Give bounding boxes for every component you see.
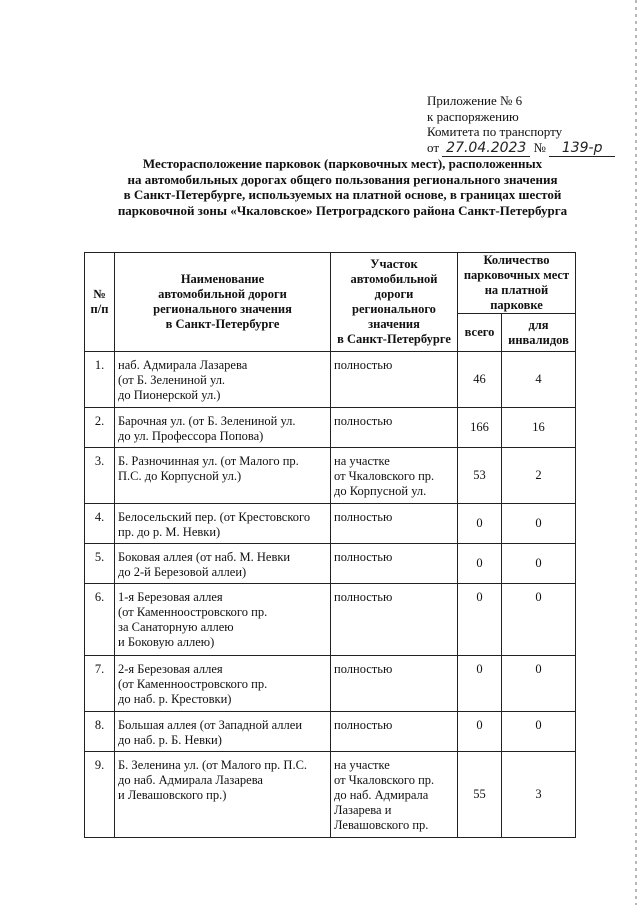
road-name-line: до Пионерской ул.) xyxy=(118,388,221,402)
section-line: Лазарева и xyxy=(334,803,392,817)
table-row xyxy=(85,448,576,504)
total-spaces: 46 xyxy=(458,352,502,408)
road-section xyxy=(331,448,458,504)
road-name-line: до ул. Профессора Попова) xyxy=(118,429,264,443)
header-text: значения xyxy=(368,317,420,331)
road-section xyxy=(331,712,458,752)
road-name-line: Белосельский пер. (от Крестовского xyxy=(118,510,311,524)
road-name-line: Боковая аллея (от наб. М. Невки xyxy=(118,550,291,564)
section-line: полностью xyxy=(334,718,393,732)
row-number: 1. xyxy=(85,352,115,408)
section-line: полностью xyxy=(334,358,393,372)
header-text: Участок xyxy=(370,257,418,271)
road-name-line: 1-я Березовая аллея xyxy=(118,590,223,604)
header-section xyxy=(331,253,458,352)
date-field xyxy=(442,140,530,158)
header-text: регионального значения xyxy=(153,302,292,316)
section-line: полностью xyxy=(334,590,393,604)
disabled-spaces: 2 xyxy=(502,448,576,504)
disabled-spaces: 0 xyxy=(502,544,576,584)
road-name-line: до наб. р. Крестовки) xyxy=(118,692,232,706)
section-line: полностью xyxy=(334,510,393,524)
scan-edge xyxy=(635,0,637,905)
header-total xyxy=(458,314,502,352)
road-name-line: до наб. р. Б. Невки) xyxy=(118,733,222,747)
table-row xyxy=(85,752,576,838)
row-number: 4. xyxy=(85,504,115,544)
road-name-line: (от Б. Зелениной ул. xyxy=(118,373,226,387)
appendix-header xyxy=(427,93,632,157)
road-name-line: 2-я Березовая аллея xyxy=(118,662,223,676)
header-text: автомобильной xyxy=(350,272,438,286)
disabled-spaces: 0 xyxy=(502,712,576,752)
row-number: 9. xyxy=(85,752,115,838)
title-line: Месторасположение парковок (парковочных мест), расположенных xyxy=(142,156,543,171)
road-name-line: Б. Разночинная ул. (от Малого пр. xyxy=(118,454,299,468)
disabled-spaces: 0 xyxy=(502,656,576,712)
total-spaces: 0 xyxy=(458,712,502,752)
parking-table xyxy=(84,252,576,838)
total-spaces: 55 xyxy=(458,752,502,838)
title-line: в Санкт-Петербурге, используемых на платной основе, в границах шестой xyxy=(123,187,562,202)
section-line: до наб. Адмирала xyxy=(334,788,429,802)
road-name-line: Барочная ул. (от Б. Зелениной ул. xyxy=(118,414,296,428)
header-text: инвалидов xyxy=(508,332,569,347)
number-field xyxy=(549,140,615,158)
section-line: до Корпусной ул. xyxy=(334,484,427,498)
disabled-spaces: 4 xyxy=(502,352,576,408)
header-text: парковке xyxy=(490,298,543,312)
header-text: для xyxy=(528,317,549,332)
road-name xyxy=(115,408,331,448)
road-section xyxy=(331,584,458,656)
road-name-line: и Боковую аллею) xyxy=(118,635,215,649)
road-name-line: (от Каменноостровского пр. xyxy=(118,677,268,691)
header-text: всего xyxy=(464,325,495,339)
row-number: 3. xyxy=(85,448,115,504)
total-spaces: 166 xyxy=(458,408,502,448)
total-spaces: 0 xyxy=(458,656,502,712)
road-name xyxy=(115,584,331,656)
total-spaces: 0 xyxy=(458,584,502,656)
title-line: на автомобильных дорогах общего пользования регионального значения xyxy=(127,171,558,187)
table-row xyxy=(85,712,576,752)
order-reference: к распоряжению xyxy=(427,108,519,124)
road-name xyxy=(115,448,331,504)
road-section xyxy=(331,752,458,838)
road-name-line: наб. Адмирала Лазарева xyxy=(118,358,248,372)
total-spaces: 53 xyxy=(458,448,502,504)
row-number: 6. xyxy=(85,584,115,656)
disabled-spaces: 3 xyxy=(502,752,576,838)
table-row xyxy=(85,544,576,584)
row-number: 7. xyxy=(85,656,115,712)
header-text: парковочных мест xyxy=(463,268,570,282)
section-line: на участке xyxy=(334,758,390,772)
road-name-line: Б. Зеленина ул. (от Малого пр. П.С. xyxy=(118,758,308,772)
header-text: дороги xyxy=(374,287,414,301)
table-row xyxy=(85,584,576,656)
table-row xyxy=(85,352,576,408)
section-line: на участке xyxy=(334,454,390,468)
committee-name: Комитета по транспорту xyxy=(427,124,563,139)
road-section xyxy=(331,544,458,584)
road-name xyxy=(115,504,331,544)
header-text: в Санкт-Петербурге xyxy=(165,317,280,331)
header-road-name xyxy=(115,253,331,352)
header-text: п/п xyxy=(90,302,109,316)
handwritten-number: 139-р xyxy=(561,139,603,156)
date-number-line xyxy=(427,140,632,158)
header-disabled xyxy=(502,314,576,352)
road-name xyxy=(115,712,331,752)
section-line: Левашовского пр. xyxy=(334,818,429,832)
table-row xyxy=(85,408,576,448)
road-section xyxy=(331,504,458,544)
header-text: Наименование xyxy=(180,272,265,286)
header-text: автомобильной дороги xyxy=(158,287,287,301)
road-name xyxy=(115,752,331,838)
total-spaces: 0 xyxy=(458,504,502,544)
disabled-spaces: 0 xyxy=(502,584,576,656)
road-section xyxy=(331,656,458,712)
disabled-spaces: 16 xyxy=(502,408,576,448)
road-section xyxy=(331,352,458,408)
road-name-line: до 2-й Березовой аллеи) xyxy=(118,565,247,579)
table-row xyxy=(85,504,576,544)
section-line: полностью xyxy=(334,662,393,676)
header-text: в Санкт-Петербурге xyxy=(337,332,451,346)
road-name-line: и Левашовского пр.) xyxy=(118,788,227,802)
section-line: от Чкаловского пр. xyxy=(334,469,435,483)
road-name xyxy=(115,544,331,584)
road-name xyxy=(115,656,331,712)
header-text: регионального xyxy=(352,302,436,316)
header-text: Количество xyxy=(483,253,550,267)
number-prefix: № xyxy=(533,139,546,155)
handwritten-date: 27.04.2023 xyxy=(446,139,527,156)
section-line: от Чкаловского пр. xyxy=(334,773,435,787)
document-title xyxy=(90,156,595,218)
road-name-line: за Санаторную аллею xyxy=(118,620,234,634)
header-count xyxy=(458,253,576,314)
road-name-line: П.С. до Корпусной ул.) xyxy=(118,469,242,483)
road-name-line: до наб. Адмирала Лазарева xyxy=(118,773,263,787)
date-prefix: от xyxy=(427,139,440,155)
disabled-spaces: 0 xyxy=(502,504,576,544)
total-spaces: 0 xyxy=(458,544,502,584)
title-line: парковочной зоны «Чкаловское» Петроградского района Санкт-Петербурга xyxy=(117,202,568,218)
row-number: 8. xyxy=(85,712,115,752)
header-num xyxy=(85,253,115,352)
road-name xyxy=(115,352,331,408)
road-name-line: (от Каменноостровского пр. xyxy=(118,605,268,619)
section-line: полностью xyxy=(334,550,393,564)
table-row xyxy=(85,656,576,712)
road-name-line: пр. до р. М. Невки) xyxy=(118,525,221,539)
header-text: № xyxy=(93,287,106,301)
header-text: на платной xyxy=(484,283,549,297)
appendix-number: Приложение № 6 xyxy=(427,93,523,108)
row-number: 5. xyxy=(85,544,115,584)
road-name-line: Большая аллея (от Западной аллеи xyxy=(118,718,303,732)
section-line: полностью xyxy=(334,414,393,428)
road-section xyxy=(331,408,458,448)
row-number: 2. xyxy=(85,408,115,448)
